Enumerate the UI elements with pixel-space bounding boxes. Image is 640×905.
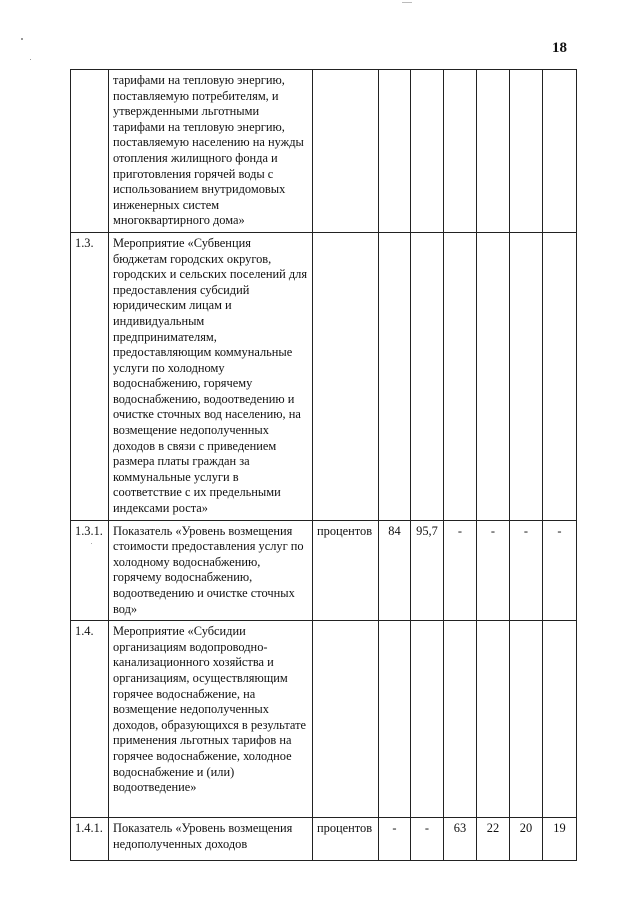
row-value <box>477 621 510 818</box>
row-value <box>411 621 444 818</box>
row-unit: процентов <box>313 520 379 621</box>
row-value: - <box>543 520 577 621</box>
row-value: - <box>411 818 444 861</box>
row-value <box>510 621 543 818</box>
row-number: 1.4. <box>71 621 109 818</box>
row-value <box>411 70 444 233</box>
row-value <box>379 232 411 520</box>
table-row <box>71 818 577 861</box>
row-value: - <box>379 818 411 861</box>
row-value <box>543 70 577 233</box>
row-value: 63 <box>444 818 477 861</box>
table-row <box>71 232 577 520</box>
row-number: 1.3.1. <box>71 520 109 621</box>
row-value: - <box>477 520 510 621</box>
row-value: 95,7 <box>411 520 444 621</box>
row-unit <box>313 232 379 520</box>
row-value <box>379 70 411 233</box>
row-value: 22 <box>477 818 510 861</box>
row-value <box>510 232 543 520</box>
row-number: 1.4.1. <box>71 818 109 861</box>
row-value: - <box>444 520 477 621</box>
row-value <box>543 232 577 520</box>
row-description: Мероприятие «Субвенция бюджетам городских округов, городских и сельских поселений для предоставления субсидий юридическим лицам и индивидуальным предпринимателям, предоставляющим коммунальные услуги по холодному водоснабжению, горячему водоснабжению, водоотведению и очистке сточных вод населению, на возмещение недополученных доходов в связи с приведением размера платы граждан за коммунальные услуги в соответствие с их предельными индексами роста» <box>109 232 313 520</box>
row-description: Мероприятие «Субсидии организациям водопроводно-канализационного хозяйства и организациям, осуществляющим горячее водоснабжение, на возмещение недополученных доходов, образующихся в результате применения льготных тарифов на горячее водоснабжение, холодное водоснабжение и (или) водоотведение» <box>109 621 313 818</box>
scan-mark <box>402 2 412 3</box>
page-number: 18 <box>552 40 567 56</box>
table-row <box>71 520 577 621</box>
row-value <box>444 232 477 520</box>
row-number: 1.3. <box>71 232 109 520</box>
row-description: Показатель «Уровень возмещения стоимости предоставления услуг по холодному водоснабжению, горячему водоснабжению, водоотведению и очистке сточных вод» <box>109 520 313 621</box>
row-value <box>510 70 543 233</box>
row-value: 20 <box>510 818 543 861</box>
row-value: - <box>510 520 543 621</box>
program-indicators-table <box>70 69 577 861</box>
scan-speck <box>30 59 31 60</box>
row-value <box>477 70 510 233</box>
row-value <box>543 621 577 818</box>
row-unit: процентов <box>313 818 379 861</box>
row-number <box>71 70 109 233</box>
row-value: 84 <box>379 520 411 621</box>
row-value: 19 <box>543 818 577 861</box>
row-value <box>379 621 411 818</box>
row-unit <box>313 70 379 233</box>
row-unit <box>313 621 379 818</box>
row-value <box>444 621 477 818</box>
row-value <box>444 70 477 233</box>
scan-speck <box>21 38 23 40</box>
row-value <box>477 232 510 520</box>
table-row <box>71 70 577 233</box>
row-value <box>411 232 444 520</box>
row-description: Показатель «Уровень возмещения недополученных доходов <box>109 818 313 861</box>
table-row <box>71 621 577 818</box>
row-description: тарифами на тепловую энергию, поставляемую потребителям, и утвержденными льготными тарифами на тепловую энергию, поставляемую населению на нужды отопления жилищного фонда и приготовления горячей воды с использованием внутридомовых инженерных систем многоквартирного дома» <box>109 70 313 233</box>
